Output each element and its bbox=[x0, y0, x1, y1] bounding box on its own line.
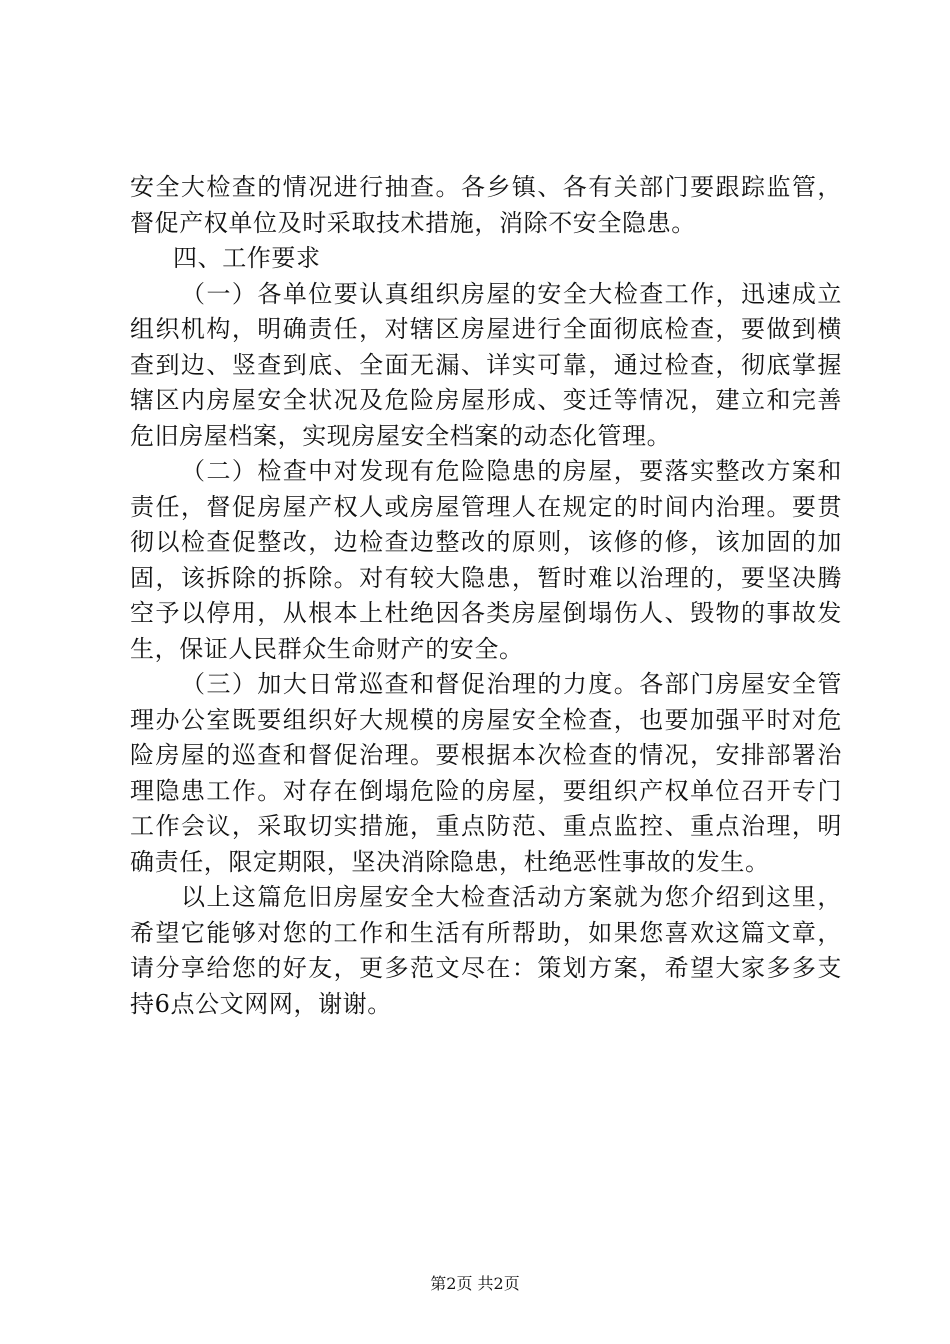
paragraph-requirement-3: （三）加大日常巡查和督促治理的力度。各部门房屋安全管理办公室既要组织好大规模的房屋安全检查，也要加强平时对危险房屋的巡查和督促治理。要根据本次检查的情况，安排部署治理隐患工作。对存在倒塌危险的房屋，要组织产权单位召开专门工作会议，采取切实措施，重点防范、重点监控、重点治理，明确责任，限定期限，坚决消除隐患，杜绝恶性事故的发生。 bbox=[130, 670, 842, 876]
page-footer bbox=[0, 1274, 950, 1294]
document-body bbox=[130, 170, 842, 1022]
section-heading-work-requirements: 四、工作要求 bbox=[173, 244, 321, 272]
paragraph-requirement-1: （一）各单位要认真组织房屋的安全大检查工作，迅速成立组织机构，明确责任，对辖区房屋进行全面彻底检查，要做到横查到边、竖查到底、全面无漏、详实可靠，通过检查，彻底掌握辖区内房屋安全状况及危险房屋形成、变迁等情况，建立和完善危旧房屋档案，实现房屋安全档案的动态化管理。 bbox=[130, 279, 842, 450]
paragraph-closing: 以上这篇危旧房屋安全大检查活动方案就为您介绍到这里，希望它能够对您的工作和生活有所帮助，如果您喜欢这篇文章，请分享给您的好友，更多范文尽在：策划方案，希望大家多多支持6点公文网网，谢谢。 bbox=[130, 883, 842, 1018]
paragraph-requirement-2: （二）检查中对发现有危险隐患的房屋，要落实整改方案和责任，督促房屋产权人或房屋管理人在规定的时间内治理。要贯彻以检查促整改，边检查边整改的原则，该修的修，该加固的加固，该拆除的拆除。对有较大隐患，暂时难以治理的，要坚决腾空予以停用，从根本上杜绝因各类房屋倒塌伤人、毁物的事故发生，保证人民群众生命财产的安全。 bbox=[130, 457, 842, 663]
paragraph-continuation: 安全大检查的情况进行抽查。各乡镇、各有关部门要跟踪监管，督促产权单位及时采取技术措施，消除不安全隐患。 bbox=[130, 173, 842, 237]
page-number-label: 第2页 共2页 bbox=[430, 1274, 520, 1293]
